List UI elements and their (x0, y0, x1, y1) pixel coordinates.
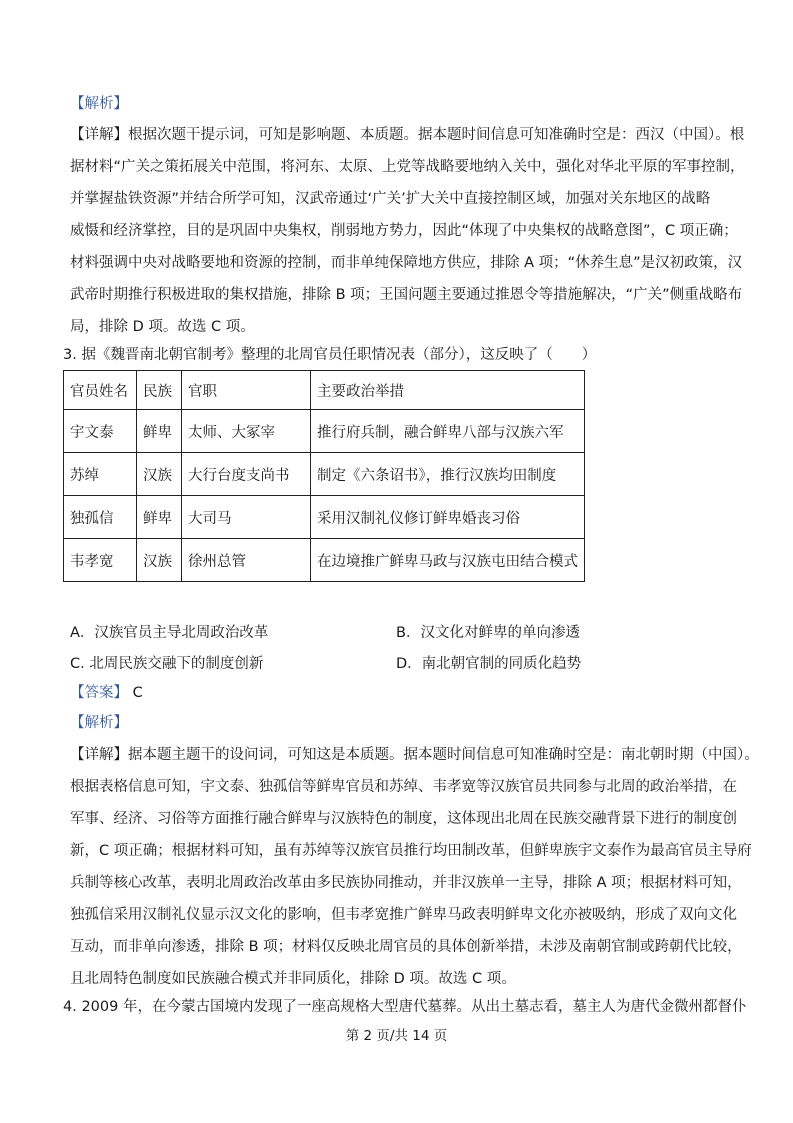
table-cell: 推行府兵制，融合鲜卑八部与汉族六军 (311, 410, 585, 453)
table-cell: 在边境推广鲜卑马政与汉族屯田结合模式 (311, 539, 585, 582)
table-cell: 独孤信 (64, 496, 137, 539)
table-cell: 韦孝宽 (64, 539, 137, 582)
option-b: B．汉文化对鲜卑的单向渗透 (396, 625, 580, 641)
q2-analysis-line: 材料强调中央对战略要地和资源的控制，而非单纯保障地方供应，排除 A 项；“休养生息”是汉初政策，汉 (70, 255, 743, 271)
answer-label: 【答案】 (70, 685, 128, 701)
table-header-row (64, 371, 585, 410)
table-cell: 宇文泰 (64, 410, 137, 453)
table-cell: 徐州总管 (182, 539, 311, 582)
q2-analysis-line: 【详解】根据次题干提示词，可知是影响题、本质题。据本题时间信息可知准确时空是：西汉（中国）。根 (70, 127, 745, 143)
q4-stem: 4. 2009 年，在今蒙古国境内发现了一座高规格大型唐代墓葬。从出土墓志看，墓主人为唐代金微州都督仆 (63, 999, 747, 1015)
table-cell: 大行台度支尚书 (182, 453, 311, 496)
table-cell: 鲜卑 (137, 410, 182, 453)
q3-analysis-line: 【详解】据本题主题干的设问词，可知这是本质题。据本题时间信息可知准确时空是：南北朝时期（中国）。 (70, 747, 759, 763)
table-cell: 汉族 (137, 539, 182, 582)
table-cell: 太师、大冢宰 (182, 410, 311, 453)
option-a: A．汉族官员主导北周政治改革 (70, 625, 269, 641)
option-c: C. 北周民族交融下的制度创新 (70, 656, 264, 672)
q3-analysis-line: 且北周特色制度如民族融合模式并非同质化，排除 D 项。故选 C 项。 (70, 971, 516, 987)
table-cell: 汉族 (137, 453, 182, 496)
table-row (64, 410, 585, 453)
table-cell: 大司马 (182, 496, 311, 539)
officials-table (63, 370, 585, 582)
q3-analysis-line: 根据表格信息可知，宇文泰、独孤信等鲜卑官员和苏绰、韦孝宽等汉族官员共同参与北周的政治举措，在 (70, 779, 737, 795)
table-row (64, 453, 585, 496)
table-header-cell: 民族 (137, 371, 182, 410)
q2-analysis-line: 武帝时期推行积极进取的集权措施，排除 B 项；王国问题主要通过推恩令等措施解决，“广关”侧重战略布 (70, 287, 743, 303)
q3-stem: 3. 据《魏晋南北朝官制考》整理的北周官员任职情况表（部分），这反映了（ ） (63, 347, 597, 363)
q2-analysis-line: 并掌握盐铁资源”并结合所学可知，汉武帝通过‘广关’扩大关中直接控制区域，加强对关东地区的战略 (70, 191, 711, 207)
q3-analysis-label: 【解析】 (70, 715, 128, 731)
page-number: 第 2 页/共 14 页 (345, 1028, 448, 1044)
table-cell: 制定《六条诏书》，推行汉族均田制度 (311, 453, 585, 496)
q3-analysis-line: 互动，而非单向渗透，排除 B 项；材料仅反映北周官员的具体创新举措，未涉及南朝官制或跨朝代比较， (70, 939, 742, 955)
q3-analysis-line: 军事、经济、习俗等方面推行融合鲜卑与汉族特色的制度，这体现出北周在民族交融背景下进行的制度创 (70, 811, 737, 827)
q2-analysis-line: 据材料“广关之策拓展关中范围，将河东、太原、上党等战略要地纳入关中，强化对华北平原的军事控制， (70, 159, 745, 175)
q2-analysis-line: 威慑和经济掌控，目的是巩固中央集权，削弱地方势力，因此“体现了中央集权的战略意图”，C 项正确； (70, 223, 738, 239)
q2-analysis-label: 【解析】 (70, 96, 128, 112)
option-d: D．南北朝官制的同质化趋势 (396, 656, 582, 672)
q3-analysis-line: 新，C 项正确；根据材料可知，虽有苏绰等汉族官员推行均田制改革，但鲜卑族宇文泰作为最高官员主导府 (70, 843, 752, 859)
table-row (64, 496, 585, 539)
q2-analysis-line: 局，排除 D 项。故选 C 项。 (70, 319, 255, 335)
q3-answer (70, 683, 730, 703)
table-cell: 苏绰 (64, 453, 137, 496)
table-cell: 鲜卑 (137, 496, 182, 539)
table-header-cell: 官员姓名 (64, 371, 137, 410)
q3-analysis-line: 独孤信采用汉制礼仪显示汉文化的影响，但韦孝宽推广鲜卑马政表明鲜卑文化亦被吸纳，形成了双向文化 (70, 907, 737, 923)
answer-value: C (132, 685, 143, 701)
q3-analysis-line: 兵制等核心改革，表明北周政治改革由多民族协同推动，并非汉族单一主导，排除 A 项；根据材料可知， (70, 875, 742, 891)
table-header-cell: 官职 (182, 371, 311, 410)
table-header-cell: 主要政治举措 (311, 371, 585, 410)
table-row (64, 539, 585, 582)
table-cell: 采用汉制礼仪修订鲜卑婚丧习俗 (311, 496, 585, 539)
